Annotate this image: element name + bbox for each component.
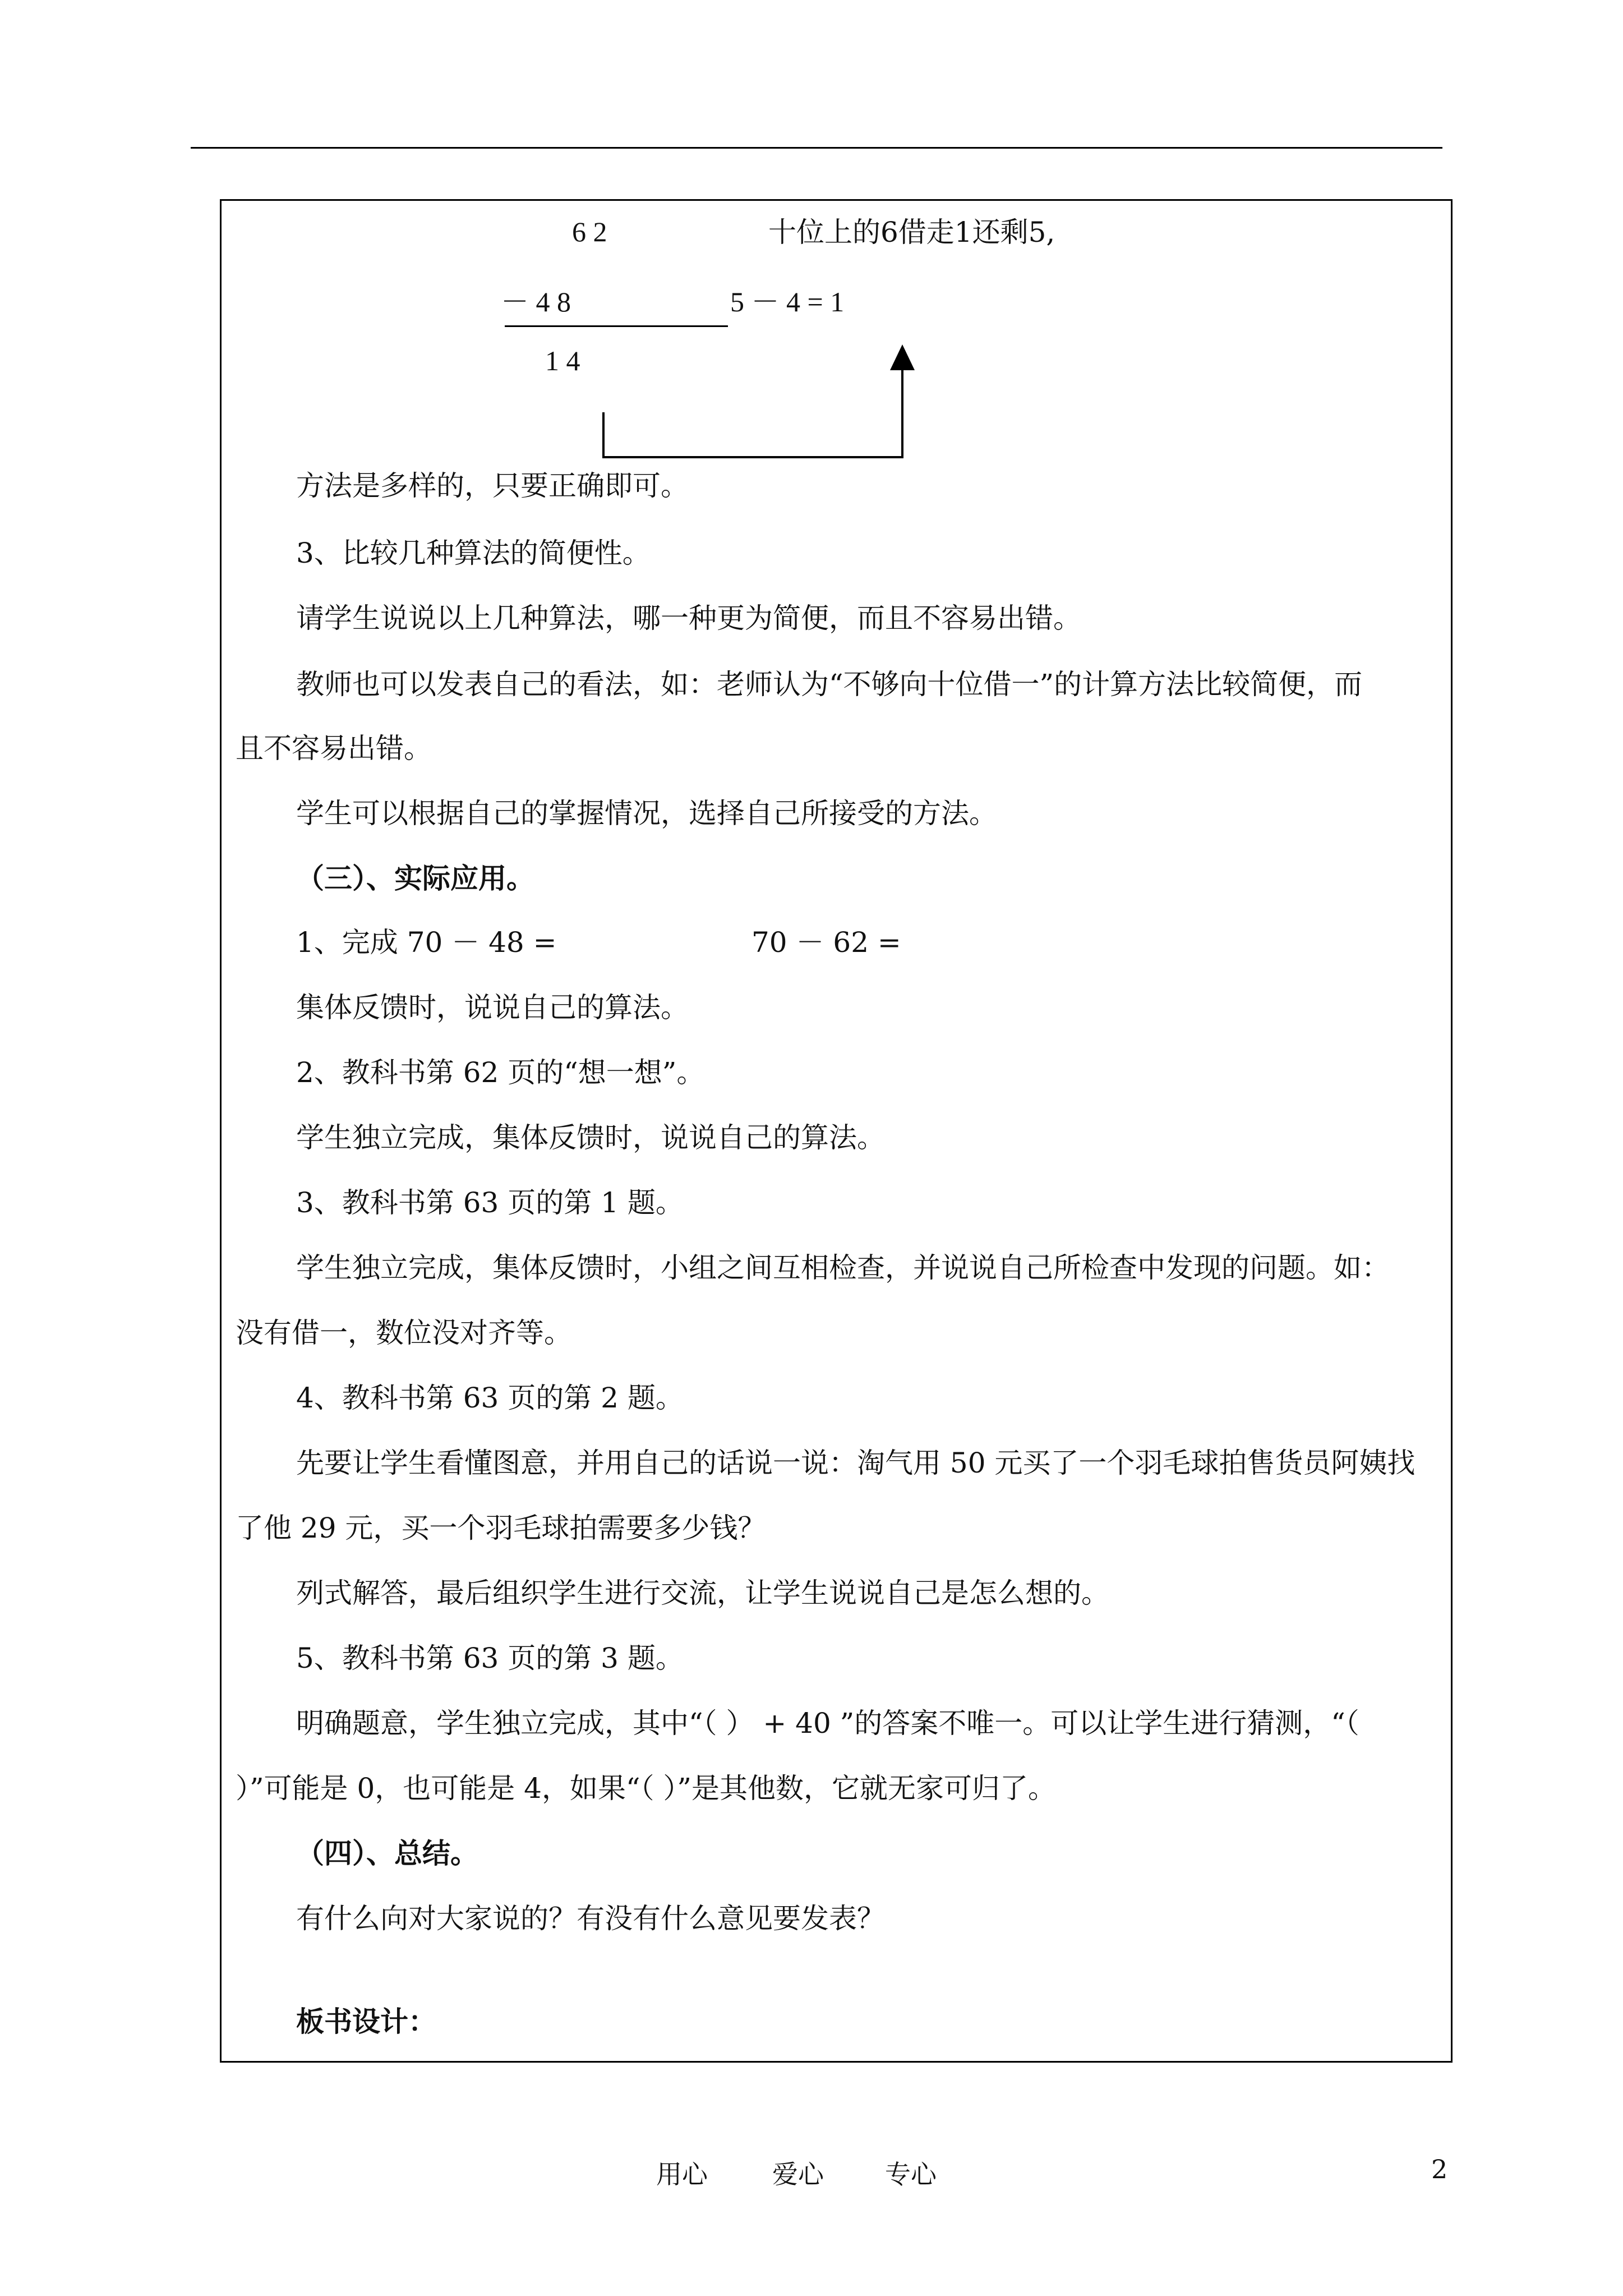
- difference: 1 4: [545, 345, 580, 376]
- subtraction-bar: [505, 325, 728, 327]
- paragraph: 1、完成 70 － 48 =: [296, 926, 557, 959]
- section-heading: （三）、实际应用。: [296, 862, 534, 895]
- paragraph: 集体反馈时，说说自己的算法。: [296, 991, 689, 1024]
- paragraph: 先要让学生看懂图意，并用自己的话说一说：淘气用 50 元买了一个羽毛球拍售货员阿姨找: [296, 1447, 1415, 1479]
- arrow-bottom: [602, 456, 903, 458]
- arrow-left-leg: [602, 412, 605, 458]
- footer-motto: 爱心: [772, 2159, 824, 2189]
- paragraph: 学生独立完成，集体反馈时，说说自己的算法。: [296, 1121, 885, 1154]
- paragraph: 且不容易出错。: [236, 732, 432, 765]
- paragraph: 教师也可以发表自己的看法，如：老师认为“不够向十位借一”的计算方法比较简便，而: [296, 668, 1363, 701]
- paragraph: 2、教科书第 62 页的“想一想”。: [296, 1056, 705, 1089]
- section-heading: （四）、总结。: [296, 1837, 478, 1870]
- paragraph: ）”可能是 0，也可能是 4，如果“（ ）”是其他数，它就无家可归了。: [236, 1772, 1056, 1805]
- paragraph: 没有借一，数位没对齐等。: [236, 1317, 572, 1349]
- paragraph: 明确题意，学生独立完成，其中“（ ） + 40 ”的答案不唯一。可以让学生进行猜测，“（: [296, 1707, 1359, 1740]
- minuend: 6 2: [572, 216, 607, 247]
- paragraph: 有什么向对大家说的？有没有什么意见要发表？: [296, 1902, 885, 1935]
- page-number: 2: [1431, 2154, 1448, 2184]
- paragraph: 70 － 62 =: [751, 926, 901, 959]
- paragraph: 5、教科书第 63 页的第 3 题。: [296, 1642, 684, 1674]
- arrow-up-icon: [889, 344, 916, 370]
- paragraph: 列式解答，最后组织学生进行交流，让学生说说自己是怎么想的。: [296, 1577, 1109, 1609]
- paragraph: 3、比较几种算法的简便性。: [296, 537, 651, 569]
- section-heading: 板书设计：: [296, 2005, 436, 2038]
- step-equation: 5 － 4 = 1: [730, 286, 845, 318]
- paragraph: 学生可以根据自己的掌握情况，选择自己所接受的方法。: [296, 797, 997, 830]
- paragraph: 请学生说说以上几种算法，哪一种更为简便，而且不容易出错。: [296, 602, 1081, 634]
- paragraph: 3、教科书第 63 页的第 1 题。: [296, 1186, 684, 1219]
- paragraph: 学生独立完成，集体反馈时，小组之间互相检查，并说说自己所检查中发现的问题。如：: [296, 1251, 1390, 1284]
- paragraph: 了他 29 元，买一个羽毛球拍需要多少钱？: [236, 1512, 766, 1544]
- borrow-note: 十位上的6借走1还剩5,: [768, 216, 1055, 249]
- footer-motto: 用心: [656, 2159, 708, 2189]
- paragraph: 4、教科书第 63 页的第 2 题。: [296, 1382, 684, 1414]
- header-rule: [191, 147, 1442, 149]
- paragraph: 方法是多样的，只要正确即可。: [296, 470, 689, 502]
- arrow-right-leg: [901, 365, 903, 458]
- footer-motto: 专心: [885, 2159, 937, 2189]
- subtrahend: － 4 8: [501, 286, 571, 318]
